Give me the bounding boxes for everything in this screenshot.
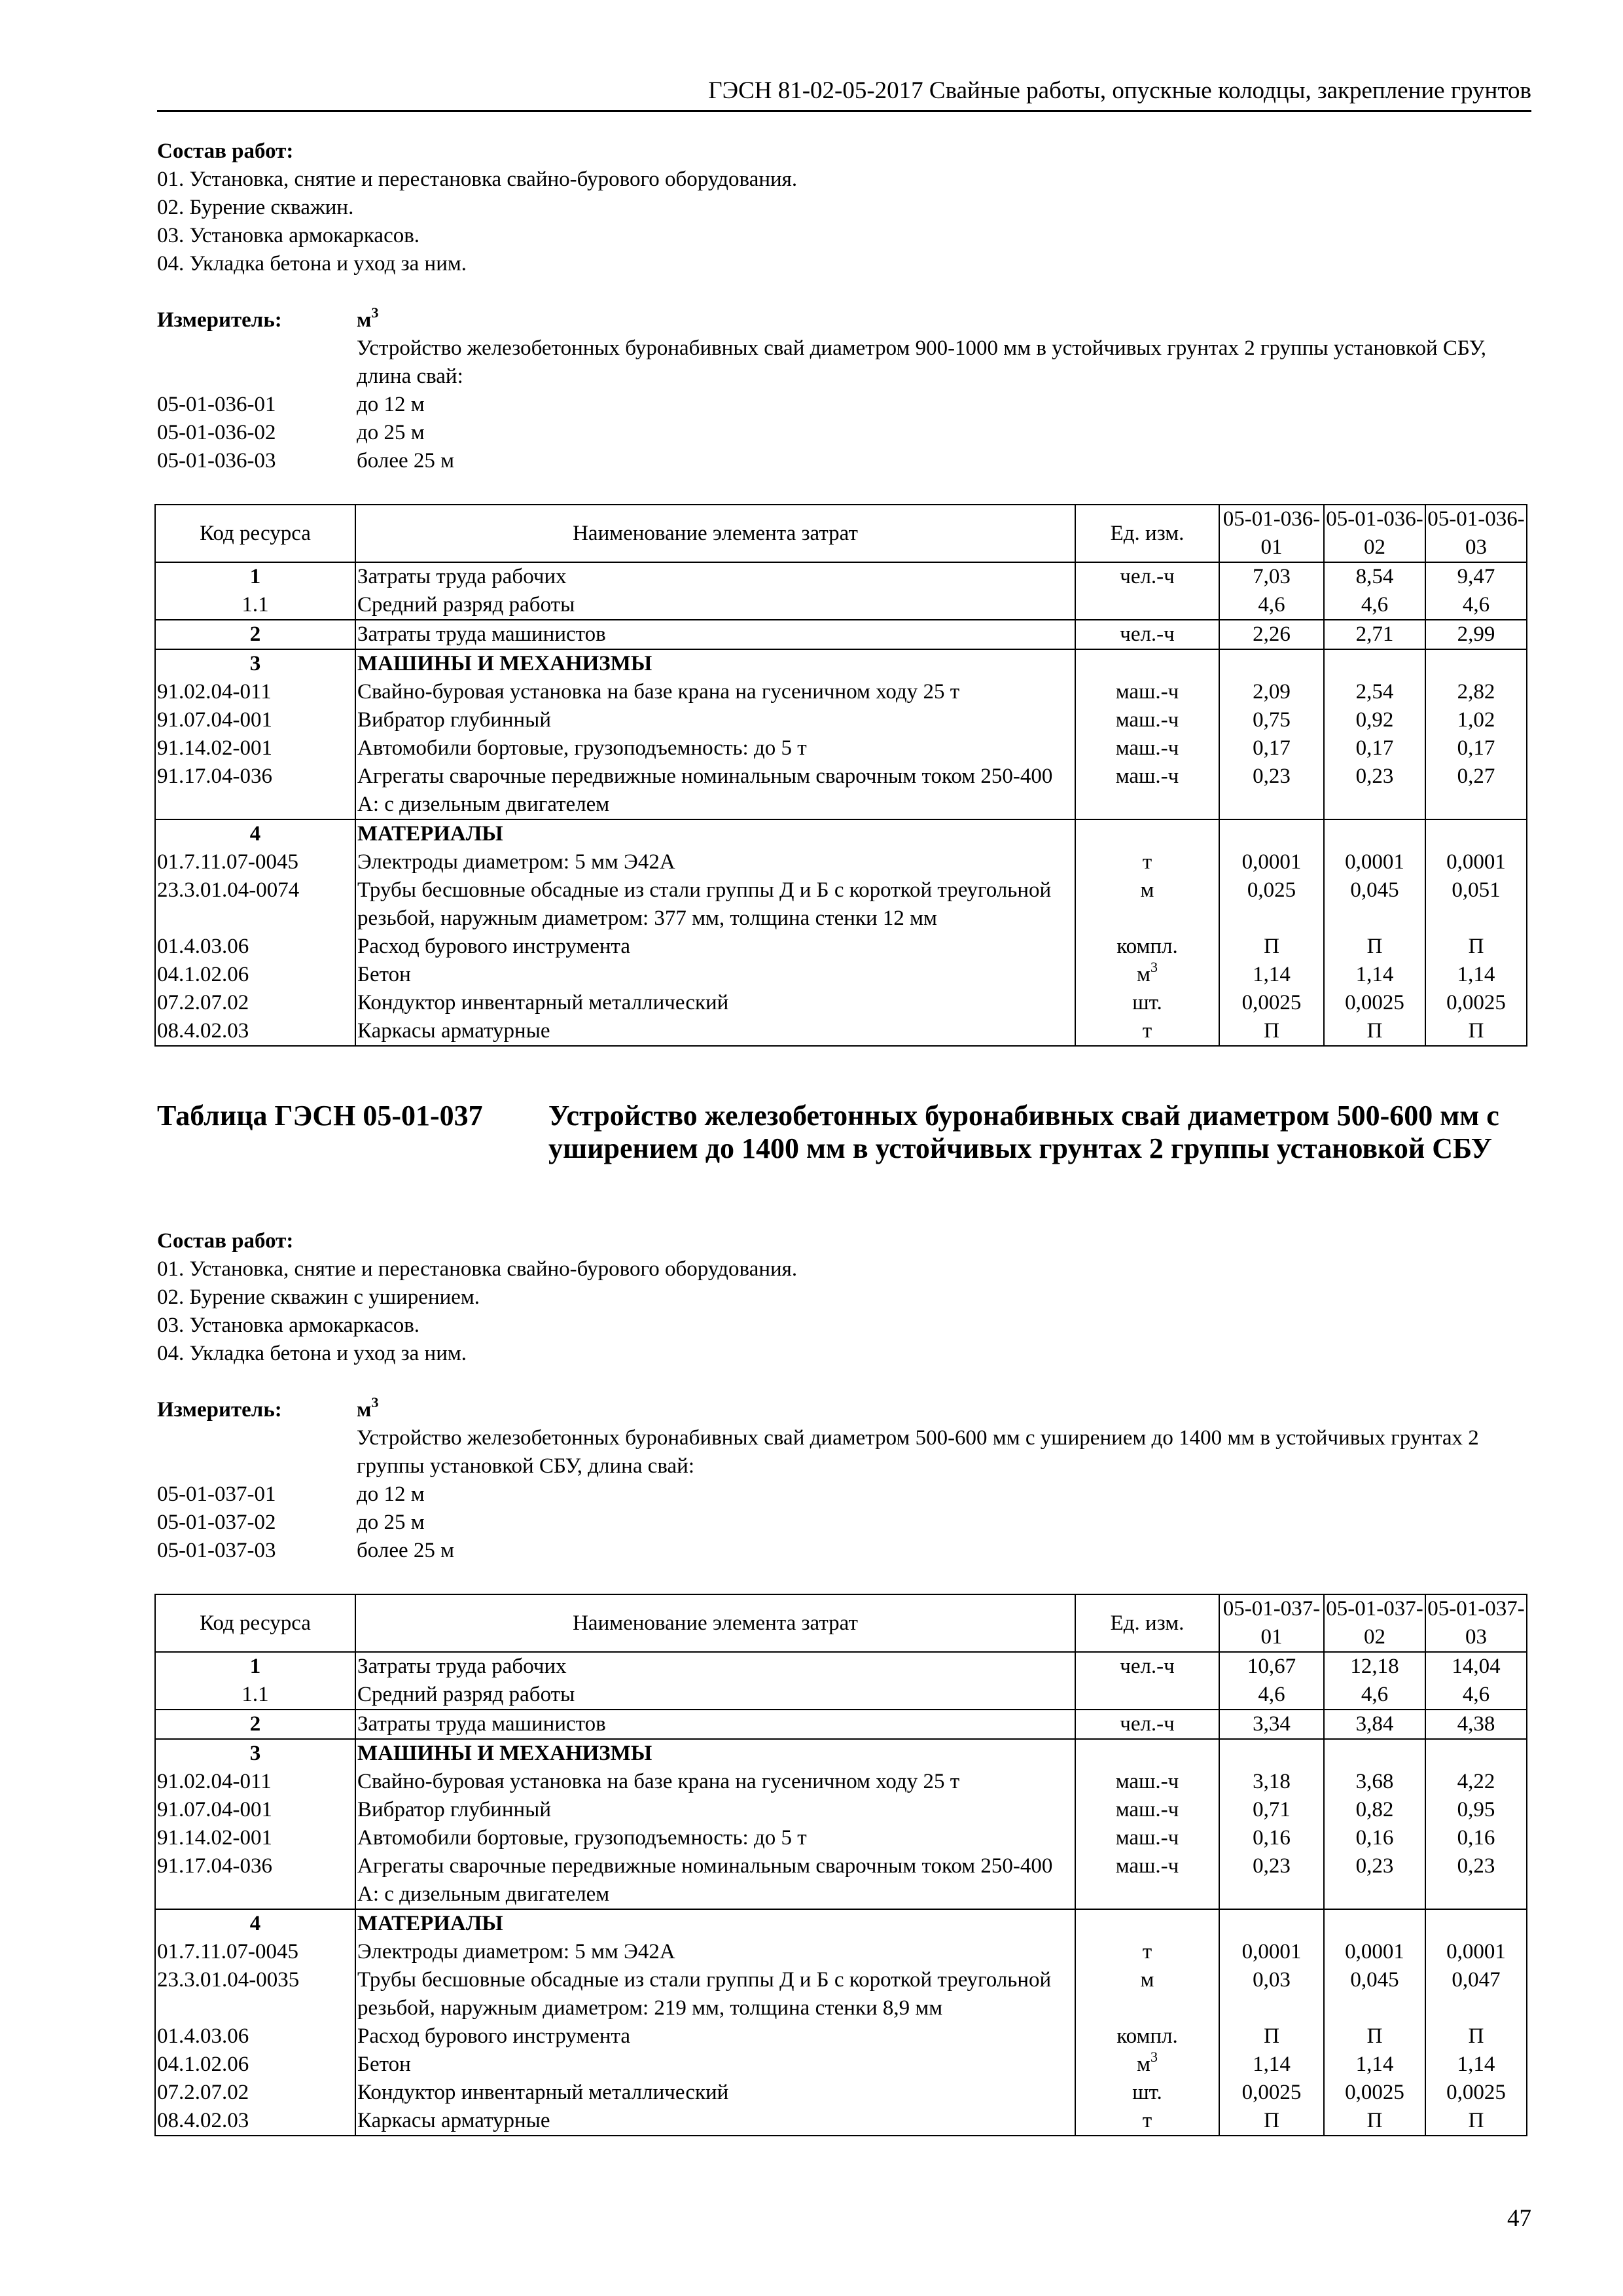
header-col-3: 05-01-037-03 (1425, 1594, 1527, 1652)
table-row: 08.4.02.03 Каркасы арматурные т П П П (155, 1017, 1527, 1046)
table-row: 23.3.01.04-0035 Трубы бесшовные обсадные из стали группы Д и Б с короткой треугольной резьбой, наружным диаметром: 219 мм, толщина стенки 8,9 мм м 0,03 0,045 0,047 (155, 1966, 1527, 2022)
header-unit: Ед. изм. (1075, 1594, 1219, 1652)
work-composition-title: Состав работ: (157, 1229, 294, 1253)
table-row: 91.14.02-001 Автомобили бортовые, грузоподъемность: до 5 т маш.-ч 0,16 0,16 0,16 (155, 1824, 1527, 1852)
norm-code-row: 05-01-036-02 до 25 м (157, 421, 425, 444)
table-title: Устройство железобетонных буронабивных свай диаметром 500-600 мм с уширением до 1400 мм в устойчивых грунтах 2 группы установкой СБУ (548, 1100, 1499, 1164)
table-row: 1.1 Средний разряд работы 4,6 4,6 4,6 (155, 1681, 1527, 1710)
table-row: 91.17.04-036 Агрегаты сварочные передвижные номинальным сварочным током 250-400 А: с дизельным двигателем маш.-ч 0,23 0,23 0,23 (155, 1852, 1527, 1909)
header-col-2: 05-01-036-02 (1324, 505, 1425, 562)
work-step: 04. Укладка бетона и уход за ним. (157, 252, 467, 276)
norm-code-row: 05-01-037-01 до 12 м (157, 1482, 425, 1506)
work-step: 01. Установка, снятие и перестановка свайно-бурового оборудования. (157, 1257, 798, 1281)
section2-intro (157, 1227, 1531, 1565)
page-number: 47 (1507, 2205, 1531, 2232)
meter-label: Измеритель: (157, 1398, 282, 1422)
table-row: 91.07.04-001 Вибратор глубинный маш.-ч 0,71 0,82 0,95 (155, 1796, 1527, 1824)
running-header: ГЭСН 81-02-05-2017 Свайные работы, опускные колодцы, закрепление грунтов (157, 76, 1531, 112)
norm-code-row: 05-01-036-03 более 25 м (157, 449, 454, 473)
norm-code-row: 05-01-037-03 более 25 м (157, 1539, 454, 1562)
table-row: 01.7.11.07-0045 Электроды диаметром: 5 мм Э42А т 0,0001 0,0001 0,0001 (155, 1938, 1527, 1966)
table-row: 07.2.07.02 Кондуктор инвентарный металлический шт. 0,0025 0,0025 0,0025 (155, 989, 1527, 1017)
table-row: 04.1.02.06 Бетон $м^3$ 1,14 1,14 1,14 (155, 2051, 1527, 2079)
table-row: 4 МАТЕРИАЛЫ (155, 819, 1527, 848)
work-step: 03. Установка армокаркасов. (157, 1314, 420, 1337)
meter-unit: $м^3$ (357, 1394, 379, 1422)
table-row: 4 МАТЕРИАЛЫ (155, 1909, 1527, 1938)
table-body (155, 562, 1527, 1046)
header-col-1: 05-01-037-01 (1219, 1594, 1324, 1652)
table-row: 08.4.02.03 Каркасы арматурные т П П П (155, 2107, 1527, 2136)
meter-row (157, 1396, 1531, 1424)
table-row: 07.2.07.02 Кондуктор инвентарный металлический шт. 0,0025 0,0025 0,0025 (155, 2079, 1527, 2107)
header-name: Наименование элемента затрат (355, 1594, 1075, 1652)
meter-row (157, 306, 1531, 334)
header-col-1: 05-01-036-01 (1219, 505, 1324, 562)
work-step: 02. Бурение скважин. (157, 196, 354, 219)
work-step: 04. Укладка бетона и уход за ним. (157, 1342, 467, 1365)
resource-table-036 (154, 504, 1527, 1047)
table-row: 91.07.04-001 Вибратор глубинный маш.-ч 0,75 0,92 1,02 (155, 706, 1527, 734)
work-step: 01. Установка, снятие и перестановка свайно-бурового оборудования. (157, 168, 798, 191)
table-row: 01.7.11.07-0045 Электроды диаметром: 5 мм Э42А т 0,0001 0,0001 0,0001 (155, 848, 1527, 876)
meter-description: Устройство железобетонных буронабивных свай диаметром 900-1000 мм в устойчивых грунтах 2 группы установкой СБУ, длина свай: (357, 336, 1486, 388)
table-row: 23.3.01.04-0074 Трубы бесшовные обсадные из стали группы Д и Б с короткой треугольной резьбой, наружным диаметром: 377 мм, толщина стенки 12 мм м 0,025 0,045 0,051 (155, 876, 1527, 933)
table-row: 01.4.03.06 Расход бурового инструмента компл. П П П (155, 2022, 1527, 2051)
header-col-2: 05-01-037-02 (1324, 1594, 1425, 1652)
table-row: 91.14.02-001 Автомобили бортовые, грузоподъемность: до 5 т маш.-ч 0,17 0,17 0,17 (155, 734, 1527, 762)
table-row: 1 Затраты труда рабочих чел.-ч 10,67 12,18 14,04 (155, 1652, 1527, 1681)
resource-table-037 (154, 1594, 1527, 2136)
header-code: Код ресурса (155, 505, 355, 562)
meter-label: Измеритель: (157, 308, 282, 332)
meter-description: Устройство железобетонных буронабивных свай диаметром 500-600 мм с уширением до 1400 мм в устойчивых грунтах 2 группы установкой СБУ, длина свай: (357, 1426, 1479, 1478)
table-label: Таблица ГЭСН 05-01-037 (157, 1100, 483, 1132)
norm-code-row: 05-01-036-01 до 12 м (157, 393, 425, 416)
section1-intro (157, 137, 1531, 475)
header-col-3: 05-01-036-03 (1425, 505, 1527, 562)
meter-unit: $м^3$ (357, 304, 379, 332)
header-name: Наименование элемента затрат (355, 505, 1075, 562)
work-composition-title: Состав работ: (157, 139, 294, 163)
table-row: 04.1.02.06 Бетон $м^3$ 1,14 1,14 1,14 (155, 961, 1527, 989)
table-row: 2 Затраты труда машинистов чел.-ч 3,34 3,84 4,38 (155, 1710, 1527, 1739)
table-row: 3 МАШИНЫ И МЕХАНИЗМЫ (155, 649, 1527, 678)
header-unit: Ед. изм. (1075, 505, 1219, 562)
table-row: 91.02.04-011 Свайно-буровая установка на базе крана на гусеничном ходу 25 т маш.-ч 3,18 3,68 4,22 (155, 1768, 1527, 1796)
table-row: 2 Затраты труда машинистов чел.-ч 2,26 2,71 2,99 (155, 620, 1527, 649)
norm-code-row: 05-01-037-02 до 25 м (157, 1511, 425, 1534)
table-row: 1 Затраты труда рабочих чел.-ч 7,03 8,54 9,47 (155, 562, 1527, 591)
table-body (155, 1652, 1527, 2136)
work-step: 02. Бурение скважин с уширением. (157, 1285, 480, 1309)
header-code: Код ресурса (155, 1594, 355, 1652)
work-step: 03. Установка армокаркасов. (157, 224, 420, 247)
table-row: 3 МАШИНЫ И МЕХАНИЗМЫ (155, 1739, 1527, 1768)
table-row: 01.4.03.06 Расход бурового инструмента компл. П П П (155, 933, 1527, 961)
table-row: 91.02.04-011 Свайно-буровая установка на базе крана на гусеничном ходу 25 т маш.-ч 2,09 2,54 2,82 (155, 678, 1527, 706)
table-row: 1.1 Средний разряд работы 4,6 4,6 4,6 (155, 591, 1527, 620)
table-row: 91.17.04-036 Агрегаты сварочные передвижные номинальным сварочным током 250-400 А: с дизельным двигателем маш.-ч 0,23 0,23 0,27 (155, 762, 1527, 819)
